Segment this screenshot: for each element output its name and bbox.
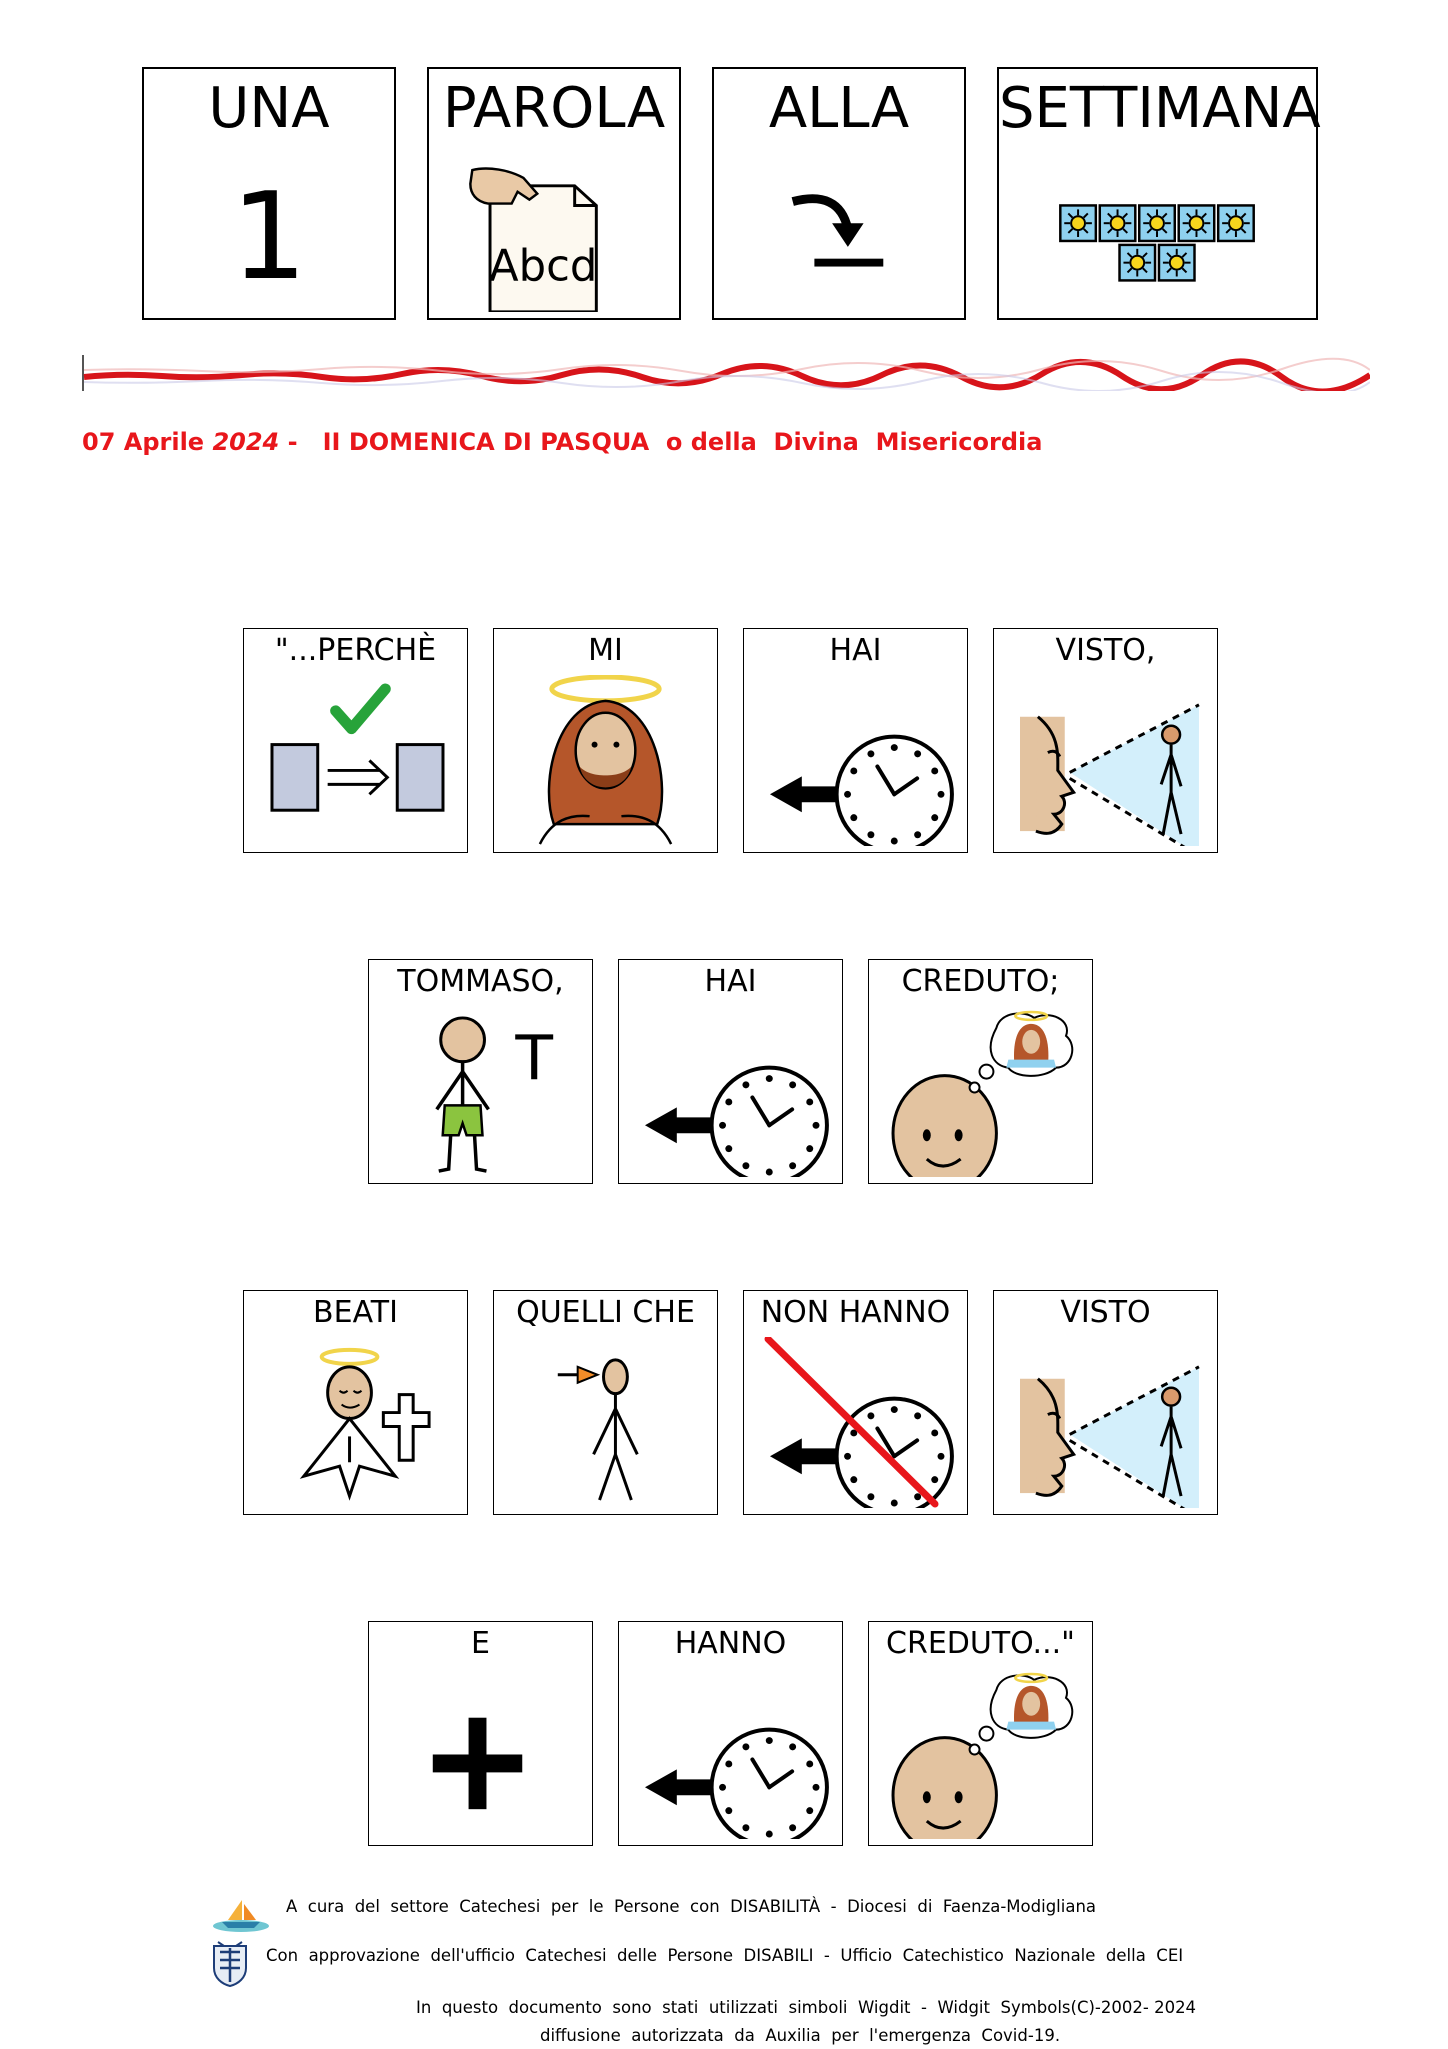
see-icon (1000, 675, 1211, 846)
symbol-card (493, 628, 718, 853)
card-word: BEATI (313, 1295, 398, 1330)
not-past-clock-icon (750, 1337, 961, 1508)
diocese-crest-icon (208, 1938, 252, 1988)
symbol-card (243, 628, 468, 853)
symbol-card (743, 628, 968, 853)
svg-text:Abcd: Abcd (488, 241, 598, 292)
symbol-card (368, 959, 593, 1184)
header-word: SETTIMANA (999, 76, 1321, 141)
card-word: HAI (829, 633, 882, 668)
card-word: MI (588, 633, 623, 668)
abcd-card-icon (429, 164, 679, 312)
boy-t-icon (375, 1006, 586, 1177)
card-word: HAI (704, 964, 757, 999)
symbol-card (368, 1621, 593, 1846)
card-word: VISTO, (1055, 633, 1156, 668)
symbol-card (243, 1290, 468, 1515)
symbol-card (868, 959, 1093, 1184)
because-icon (250, 675, 461, 846)
decorative-divider (82, 355, 1370, 391)
symbol-card (868, 1621, 1093, 1846)
past-clock-icon (625, 1668, 836, 1839)
past-clock-icon (750, 675, 961, 846)
liturgical-date-title: 07 Aprile 2024 - II DOMENICA DI PASQUA o della Divina Misericordia (82, 428, 1043, 456)
card-word: NON HANNO (760, 1295, 951, 1330)
header-word: ALLA (768, 76, 910, 141)
header-card-settimana (997, 67, 1321, 320)
symbol-card (618, 959, 843, 1184)
boat-logo-icon (212, 1896, 270, 1936)
footer-line-4: diffusione autorizzata da Auxilia per l'emergenza Covid-19. (540, 2026, 1061, 2045)
header-card-alla (712, 67, 966, 320)
card-word: E (471, 1626, 490, 1661)
believe-icon (875, 1668, 1086, 1839)
number-1-icon: 1 (230, 168, 308, 307)
those-who-icon (500, 1337, 711, 1508)
card-word: "...PERCHÈ (274, 633, 437, 668)
symbol-card (618, 1621, 843, 1846)
header-word: PAROLA (442, 76, 666, 141)
arrow-down-to-line-icon (714, 164, 964, 312)
card-word: VISTO (1060, 1295, 1151, 1330)
symbol-card (993, 628, 1218, 853)
see-icon (1000, 1337, 1211, 1508)
plus-icon (375, 1668, 586, 1839)
card-word: QUELLI CHE (516, 1295, 695, 1330)
header-card-una (142, 67, 396, 320)
card-word: HANNO (674, 1626, 787, 1661)
jesus-icon (500, 675, 711, 846)
symbol-card (493, 1290, 718, 1515)
card-word: CREDUTO..." (886, 1626, 1075, 1661)
blessed-icon (250, 1337, 461, 1508)
believe-icon (875, 1006, 1086, 1177)
card-word: CREDUTO; (901, 964, 1060, 999)
week-calendar-icon (999, 164, 1316, 312)
footer-line-2: Con approvazione dell'ufficio Catechesi delle Persone DISABILI - Ufficio Catechistico Nazionale della CEI (266, 1946, 1184, 1965)
header-card-parola (427, 67, 681, 320)
footer-line-1: A cura del settore Catechesi per le Persone con DISABILITÀ - Diocesi di Faenza-Modigliana (286, 1897, 1097, 1916)
header-word: UNA (208, 76, 330, 141)
card-word: TOMMASO, (397, 964, 564, 999)
symbol-card (743, 1290, 968, 1515)
past-clock-icon (625, 1006, 836, 1177)
footer-line-3: In questo documento sono stati utilizzati simboli Wigdit - Widgit Symbols(C)-2002- 2024 (416, 1998, 1197, 2017)
symbol-card (993, 1290, 1218, 1515)
svg-text:T: T (515, 1022, 554, 1095)
